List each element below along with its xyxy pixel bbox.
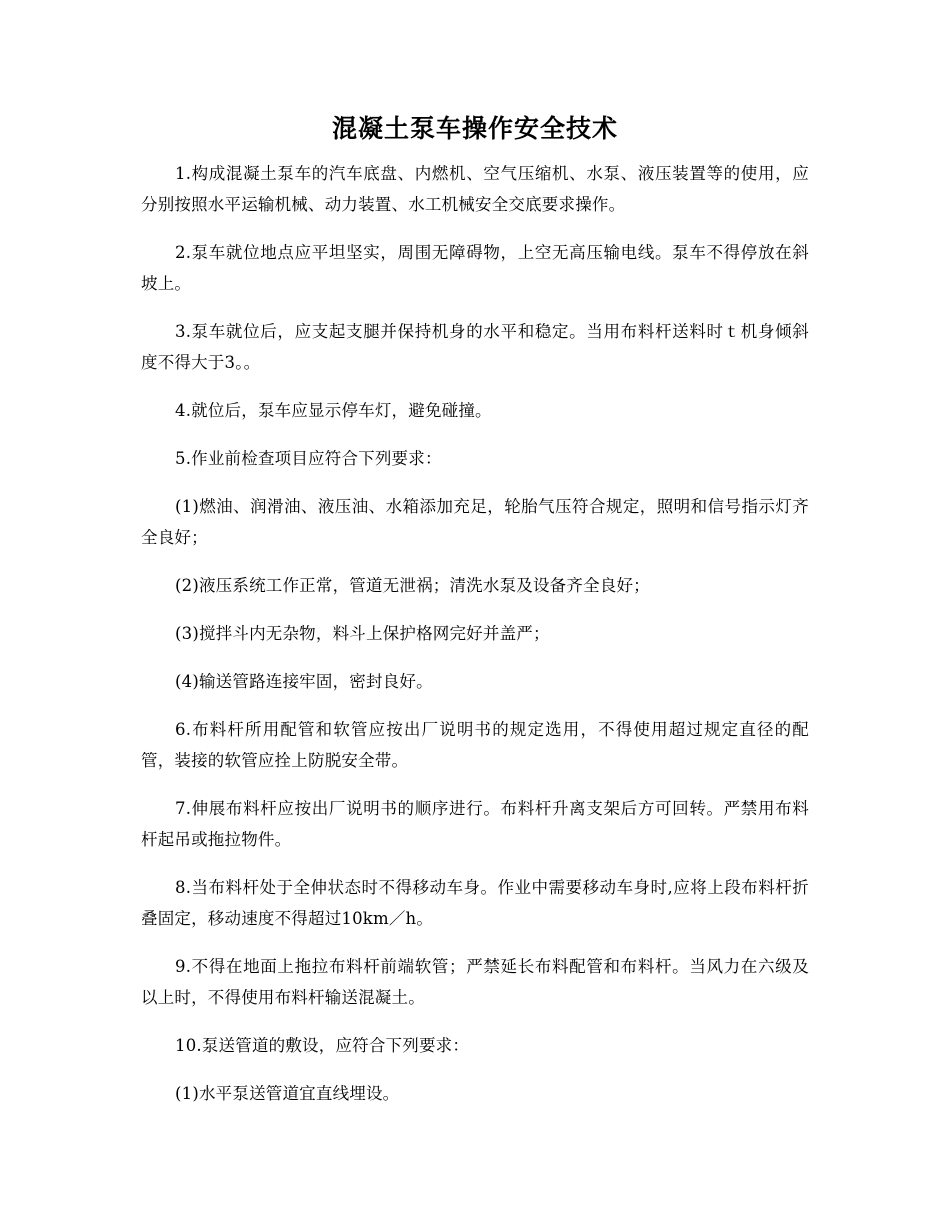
paragraph-8: 8.当布料杆处于全伸状态时不得移动车身。作业中需要移动车身时,应将上段布料杆折叠固定，移动速度不得超过10km／h。	[141, 878, 809, 928]
paragraph-3: 3.泵车就位后，应支起支腿并保持机身的水平和稳定。当用布料杆送料时ｔ机身倾斜度不得大于3。。	[141, 322, 809, 372]
paragraph-6: 6.布料杆所用配管和软管应按出厂说明书的规定选用，不得使用超过规定直径的配管，装接的软管应拴上防脱安全带。	[141, 720, 809, 770]
paragraph-5-item-3: (3)搅拌斗内无杂物，料斗上保护格网完好并盖严；	[175, 624, 550, 643]
paragraph-5-item-1: (1)燃油、润滑油、液压油、水箱添加充足，轮胎气压符合规定，照明和信号指示灯齐全良好；	[141, 497, 809, 547]
paragraph-5-item-2: (2)液压系统工作正常，管道无泄祸；清洗水泵及设备齐全良好；	[175, 576, 650, 595]
paragraph-9: 9.不得在地面上拖拉布料杆前端软管；严禁延长布料配管和布料杆。当风力在六级及以上时，不得使用布料杆输送混凝土。	[141, 957, 809, 1007]
paragraph-1: 1.构成混凝土泵车的汽车底盘、内燃机、空气压缩机、水泵、液压装置等的使用，应分别按照水平运输机械、动力装置、水工机械安全交底要求操作。	[141, 164, 809, 214]
paragraph-5-item-4: (4)输送管路连接牢固，密封良好。	[175, 672, 433, 691]
paragraph-10: 10.泵送管道的敷设，应符合下列要求：	[175, 1036, 470, 1055]
paragraph-2: 2.泵车就位地点应平坦坚实，周围无障碍物，上空无高压输电线。泵车不得停放在斜坡上。	[141, 243, 809, 293]
document-title: 混凝土泵车操作安全技术	[331, 114, 618, 143]
paragraph-4: 4.就位后，泵车应显示停车灯，避免碰撞。	[175, 401, 492, 420]
paragraph-10-item-1: (1)水平泵送管道宜直线埋设。	[175, 1084, 400, 1103]
paragraph-5: 5.作业前检查项目应符合下列要求：	[175, 449, 442, 468]
paragraph-7: 7.伸展布料杆应按出厂说明书的顺序进行。布料杆升离支架后方可回转。严禁用布料杆起吊或拖拉物件。	[141, 799, 809, 849]
document-body	[141, 158, 809, 1126]
